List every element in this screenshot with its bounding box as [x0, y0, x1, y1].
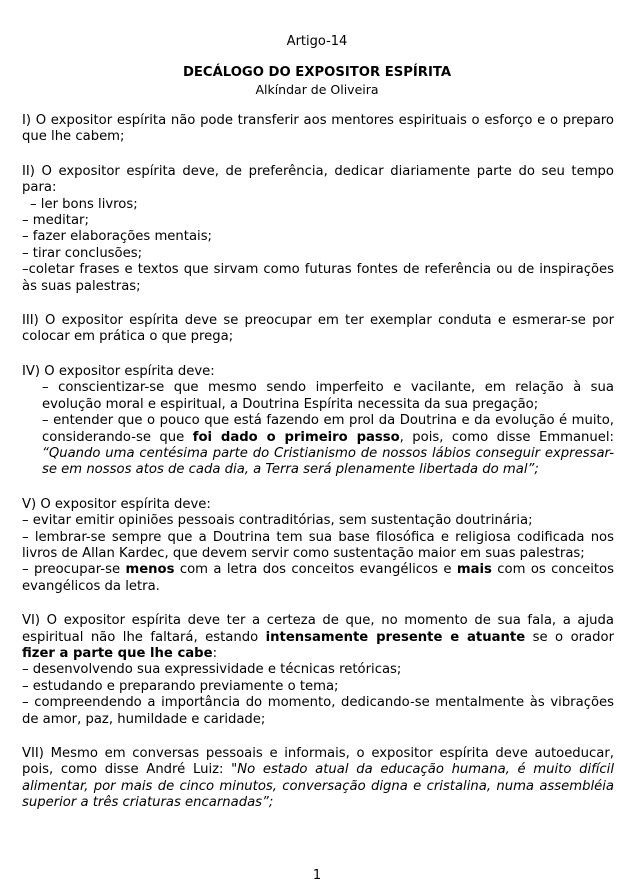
section-3-text: III) O expositor espírita deve se preocupar em ter exemplar conduta e esmerar-se por colocar em prática o que prega; — [22, 313, 614, 345]
item-text: : — [212, 645, 218, 661]
section-4 — [22, 364, 614, 479]
emphasis-text: mais — [456, 562, 492, 578]
document-body — [22, 113, 614, 830]
section-2 — [22, 164, 614, 295]
item-text: com a letra dos conceitos evangélicos e — [174, 562, 457, 578]
list-item: – ler bons livros; — [30, 196, 138, 212]
section-6-intro — [22, 613, 614, 662]
list-item: – evitar emitir opiniões pessoais contraditórias, sem sustentação doutrinária; — [22, 513, 533, 529]
item-text: com os conceitos evangélicos da letra. — [22, 562, 614, 594]
list-item: – tirar conclusões; — [22, 245, 143, 261]
emphasis-text: fizer a parte que lhe cabe — [22, 645, 213, 661]
list-item: – lembrar-se sempre que a Doutrina tem sua base filosófica e religiosa codificada nos livros de Allan Kardec, que devem servir como sustentação maior em suas palestras; — [22, 529, 614, 561]
item-text: se o orador — [525, 629, 614, 645]
list-item: –coletar frases e textos que sirvam como futuras fontes de referência ou de inspirações às suas palestras; — [22, 262, 614, 294]
section-3 — [22, 313, 614, 346]
item-text: – entender que o pouco que está fazendo em prol da Doutrina e da evolução é muito, considerando-se que — [42, 413, 614, 445]
list-item — [22, 562, 614, 595]
item-text: VI) O expositor espírita deve ter a certeza de que, no momento de sua fala, a ajuda espiritual não lhe faltará, estando — [22, 613, 614, 645]
section-5 — [22, 497, 614, 595]
section-7-text: VII) Mesmo em conversas pessoais e informais, o expositor espírita deve autoeducar, pois, como disse André Luiz: — [22, 746, 614, 778]
quote-text: "No estado atual da educação humana, é muito difícil alimentar, por mais de cinco minutos, conversação digna e cristalina, numa assembléia superior a três criaturas encarnadas”; — [22, 762, 614, 811]
emphasis-text: foi dado o primeiro passo — [192, 429, 400, 445]
item-text: , pois, como disse Emmanuel: — [399, 429, 614, 445]
section-6 — [22, 613, 614, 728]
list-item: – fazer elaborações mentais; — [22, 229, 213, 245]
document-title: DECÁLOGO DO EXPOSITOR ESPÍRITA — [182, 65, 452, 80]
list-item: – desenvolvendo sua expressividade e técnicas retóricas; — [22, 662, 402, 678]
list-item: – conscientizar-se que mesmo sendo imperfeito e vacilante, em relação à sua evolução moral e espiritual, a Doutrina Espírita necessita da sua pregação; — [42, 380, 614, 412]
list-item: – compreendendo a importância do momento, dedicando-se mentalmente às vibrações de amor, paz, humildade e caridade; — [22, 695, 614, 727]
section-7 — [22, 746, 614, 812]
list-item — [22, 413, 614, 479]
page-number: 1 — [312, 868, 322, 883]
list-item: – estudando e preparando previamente o tema; — [22, 678, 339, 694]
document-author: Alkíndar de Oliveira — [255, 82, 379, 97]
section-4-intro: IV) O expositor espírita deve: — [22, 363, 215, 379]
quote-text: “Quando uma centésima parte do Cristianismo de nossos lábios conseguir expressar-se em nossos atos de cada dia, a Terra será plenamente libertada do mal”; — [42, 445, 614, 478]
emphasis-text: menos — [125, 562, 175, 578]
section-1-text: I) O expositor espírita não pode transferir aos mentores espirituais o esforço e o preparo que lhe cabem; — [22, 113, 614, 145]
article-label: Artigo-14 — [286, 34, 348, 49]
emphasis-text: intensamente presente e atuante — [265, 629, 526, 645]
item-text: – preocupar-se — [22, 562, 126, 578]
list-item: – meditar; — [22, 213, 89, 229]
section-5-intro: V) O expositor espírita deve: — [22, 496, 211, 512]
section-1 — [22, 113, 614, 146]
section-2-intro: II) O expositor espírita deve, de preferência, dedicar diariamente parte do seu tempo para: — [22, 163, 614, 196]
